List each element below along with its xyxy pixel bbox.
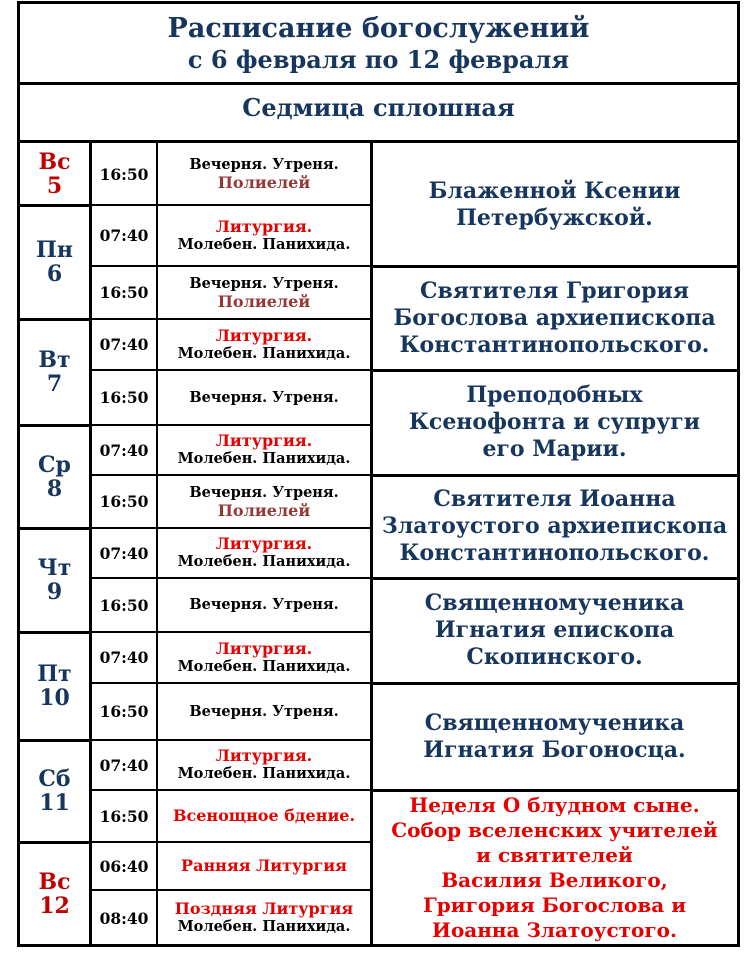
service-time: 16:50	[99, 283, 149, 302]
day-number: 6	[46, 261, 63, 287]
date-range: с 6 февраля по 12 февраля	[187, 45, 570, 74]
day-number: 5	[46, 173, 63, 199]
feast-line: Игнатия епископа	[434, 617, 675, 643]
feast-line: Григория Богослова и	[422, 893, 687, 917]
feast-cell	[373, 370, 736, 475]
service-description	[159, 528, 369, 578]
feast-line: его Марии.	[482, 436, 627, 462]
service-line: Литургия.	[215, 216, 313, 236]
col-divider	[156, 143, 158, 946]
schedule-table	[17, 143, 740, 947]
day-cell	[20, 740, 89, 842]
service-line: Молебен. Панихида.	[177, 765, 351, 782]
service-description	[159, 790, 369, 842]
service-description	[159, 890, 369, 946]
feast-line: Блаженной Ксении	[428, 177, 681, 204]
service-line: Полиелей	[217, 291, 311, 311]
feast-line: Скопинского.	[466, 644, 643, 670]
feast-line: Преподобных	[466, 382, 643, 408]
day-abbr: Ср	[38, 451, 71, 478]
day-number: 11	[39, 790, 70, 816]
service-line: Молебен. Панихида.	[177, 235, 351, 253]
service-description	[159, 683, 369, 740]
service-time: 06:40	[99, 856, 149, 876]
service-line: Вечерня. Утреня.	[189, 483, 339, 501]
service-description	[159, 632, 369, 683]
feast-cell	[373, 266, 736, 370]
service-time: 16:50	[99, 388, 149, 407]
service-line: Вечерня. Утреня.	[189, 388, 339, 406]
service-line: Вечерня. Утреня.	[189, 596, 339, 613]
service-line: Поздняя Литургия	[174, 899, 354, 918]
service-time: 16:50	[99, 806, 149, 826]
service-time: 07:40	[99, 226, 149, 245]
service-line: Вечерня. Утреня.	[189, 156, 339, 173]
service-line: Молебен. Панихида.	[177, 344, 351, 362]
day-abbr: Вс	[38, 149, 71, 175]
day-number: 10	[39, 685, 70, 711]
feast-cell	[373, 578, 736, 683]
day-cell	[20, 425, 89, 528]
feast-line: Петербужской.	[456, 204, 653, 231]
service-time: 16:50	[99, 595, 149, 615]
feast-line: Иоанна Златоустого.	[432, 918, 677, 942]
feast-line: Константинопольского.	[399, 331, 710, 358]
feast-line: Собор вселенских учителей	[391, 818, 718, 842]
service-line: Литургия.	[215, 431, 313, 450]
service-description	[159, 578, 369, 632]
service-line: Вечерня. Утреня.	[189, 274, 339, 292]
day-cell	[20, 319, 89, 425]
day-abbr: Вс	[38, 869, 71, 895]
week-title: Седмица сплошная	[242, 93, 515, 122]
service-description	[159, 842, 369, 890]
feast-line: Богослова архиепископа	[393, 304, 716, 331]
day-number: 7	[46, 371, 63, 397]
day-cell	[20, 632, 89, 740]
service-description	[159, 370, 369, 425]
service-time: 07:40	[99, 335, 149, 354]
header-title-box	[17, 1, 740, 85]
service-time: 16:50	[99, 702, 149, 721]
service-time: 07:40	[99, 648, 149, 667]
service-time: 07:40	[99, 543, 149, 563]
day-number: 9	[46, 579, 63, 605]
feast-line: Святителя Иоанна	[433, 486, 676, 512]
feast-line: Святителя Григория	[419, 277, 690, 304]
day-abbr: Чт	[37, 555, 72, 581]
feast-line: Константинопольского.	[399, 540, 710, 566]
feast-line: Игнатия Богоносца.	[423, 736, 686, 763]
day-abbr: Пн	[36, 237, 73, 263]
day-cell	[20, 842, 89, 946]
service-line: Литургия.	[215, 534, 313, 553]
feast-line: Златоустого архиепископа	[381, 513, 728, 539]
service-line: Вечерня. Утреня.	[189, 702, 339, 720]
service-line: Ранняя Литургия	[181, 856, 347, 875]
service-line: Молебен. Панихида.	[177, 918, 351, 935]
day-abbr: Вт	[38, 347, 71, 373]
feast-cell	[373, 790, 736, 946]
service-line: Полиелей	[217, 173, 311, 192]
service-description	[159, 205, 369, 266]
day-cell	[20, 528, 89, 632]
service-description	[159, 475, 369, 528]
service-line: Молебен. Панихида.	[177, 450, 351, 467]
feast-line: Священномученика	[424, 590, 685, 616]
service-time: 08:40	[99, 908, 149, 928]
feast-line: Василия Великого,	[441, 868, 668, 892]
service-line: Литургия.	[215, 638, 313, 658]
service-time: 16:50	[99, 492, 149, 511]
feast-cell	[373, 683, 736, 790]
service-line: Литургия.	[215, 746, 313, 765]
service-line: Всенощное бдение.	[172, 806, 356, 825]
feast-cell	[373, 143, 736, 266]
feast-line: Ксенофонта и супруги	[408, 409, 701, 435]
service-description	[159, 740, 369, 790]
service-line: Молебен. Панихида.	[177, 553, 351, 570]
service-time: 16:50	[99, 164, 149, 184]
day-number: 8	[46, 475, 63, 502]
service-time: 07:40	[99, 755, 149, 775]
day-number: 12	[39, 893, 70, 919]
service-description	[159, 143, 369, 205]
day-cell	[20, 205, 89, 319]
page-title: Расписание богослужений	[167, 13, 590, 44]
day-abbr: Пт	[37, 661, 72, 687]
day-cell	[20, 143, 89, 205]
feast-line: Священномученика	[424, 709, 685, 736]
service-description	[159, 319, 369, 370]
week-title-box	[17, 82, 740, 143]
feast-line: и святителей	[476, 843, 633, 867]
service-line: Полиелей	[217, 500, 311, 520]
service-line: Литургия.	[215, 325, 313, 345]
service-line: Молебен. Панихида.	[177, 657, 351, 675]
feast-cell	[373, 475, 736, 578]
day-abbr: Сб	[38, 766, 71, 792]
service-time: 07:40	[99, 440, 149, 460]
service-description	[159, 425, 369, 475]
feast-line: Неделя О блудном сыне.	[409, 793, 700, 817]
service-description	[159, 266, 369, 319]
